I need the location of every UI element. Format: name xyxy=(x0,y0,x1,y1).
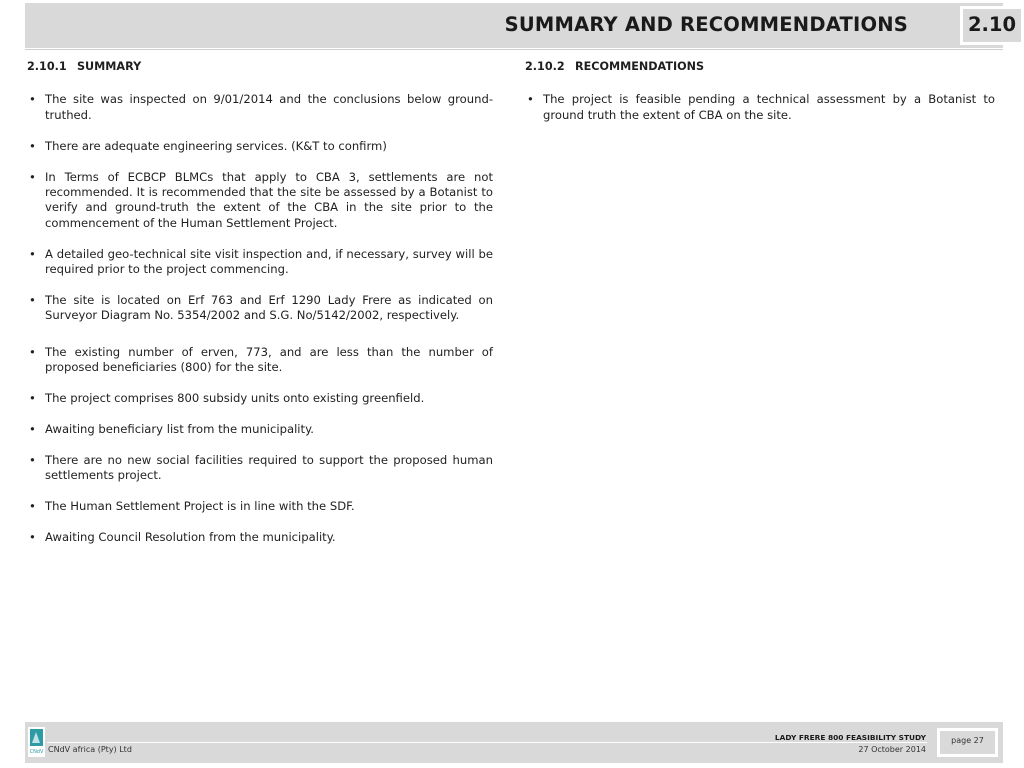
recommendations-column xyxy=(525,59,995,139)
list-item: • The Human Settlement Project is in line with the SDF. xyxy=(27,499,493,514)
list-item: • Awaiting beneficiary list from the municipality. xyxy=(27,422,493,437)
summary-number: 2.10.1 xyxy=(27,60,67,73)
page-title: SUMMARY AND RECOMMENDATIONS xyxy=(504,13,908,36)
footer-band xyxy=(25,722,1003,763)
list-item: • There are no new social facilities required to support the proposed human settlements project. xyxy=(27,453,493,484)
list-item: • There are adequate engineering services. (K&T to confirm) xyxy=(27,139,493,154)
header-divider xyxy=(933,3,959,48)
list-item: • The site was inspected on 9/01/2014 and the conclusions below ground-truthed. xyxy=(27,92,493,123)
company-logo-icon xyxy=(28,727,45,757)
section-number: 2.10 xyxy=(967,13,1017,36)
list-item: • A detailed geo-technical site visit inspection and, if necessary, survey will be required prior to the project commencing. xyxy=(27,247,493,278)
summary-title: SUMMARY xyxy=(77,60,142,73)
company-name: CNdV africa (Pty) Ltd xyxy=(48,745,132,754)
summary-heading xyxy=(27,59,493,74)
list-item: • The site is located on Erf 763 and Erf 1290 Lady Frere as indicated on Surveyor Diagram No. 5354/2002 and S.G. No/5142/2002, respectively. xyxy=(27,293,493,324)
list-item: • The project comprises 800 subsidy units onto existing greenfield. xyxy=(27,391,493,406)
page-number: page 27 xyxy=(951,736,984,745)
list-item: • In Terms of ECBCP BLMCs that apply to CBA 3, settlements are not recommended. It is recommended that the site be assessed by a Botanist to verify and ground-truth the extent of the CBA in the site prior to the commencement of the Human Settlement Project. xyxy=(27,170,493,232)
summary-list xyxy=(27,92,493,545)
logo-text: CNdV xyxy=(29,749,44,755)
recommendations-number: 2.10.2 xyxy=(525,60,565,73)
recommendations-title: RECOMMENDATIONS xyxy=(575,60,705,73)
list-item: • Awaiting Council Resolution from the municipality. xyxy=(27,530,493,545)
section-number-box xyxy=(960,6,1024,45)
recommendations-heading xyxy=(525,59,995,74)
footer-rule xyxy=(47,742,927,743)
document-date: 27 October 2014 xyxy=(858,745,926,754)
summary-column xyxy=(27,59,493,561)
list-item: • The project is feasible pending a technical assessment by a Botanist to ground truth the extent of CBA on the site. xyxy=(525,92,995,123)
list-item: • The existing number of erven, 773, and are less than the number of proposed beneficiaries (800) for the site. xyxy=(27,345,493,376)
header-band xyxy=(25,3,1017,48)
header-rule xyxy=(25,49,1003,50)
page-number-box xyxy=(937,728,998,757)
study-title: LADY FRERE 800 FEASIBILITY STUDY xyxy=(774,733,926,742)
recommendations-list xyxy=(525,92,995,123)
